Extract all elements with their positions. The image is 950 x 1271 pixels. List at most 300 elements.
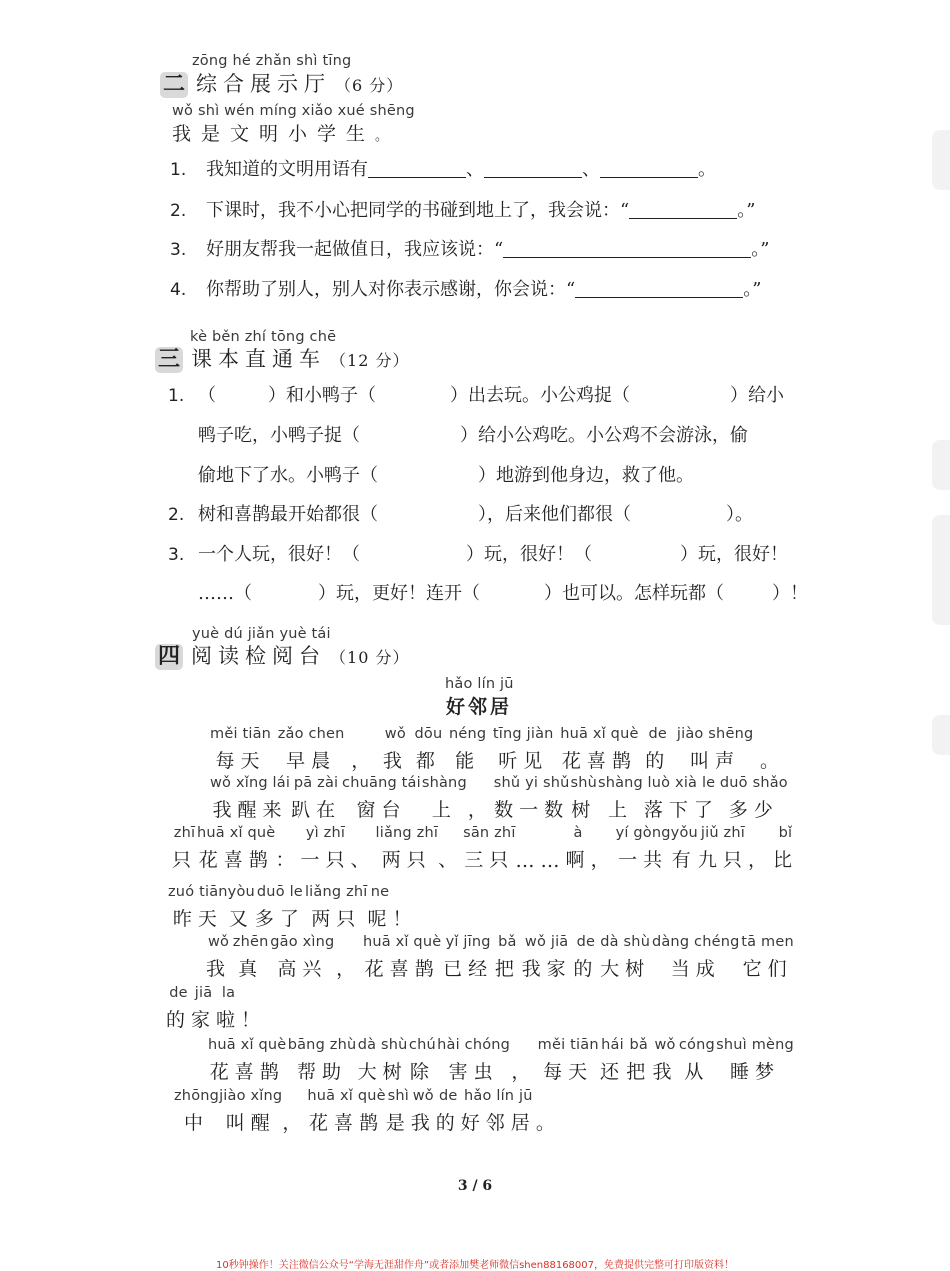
story-token: [645, 726, 670, 773]
story-token-hanzi: 的: [573, 958, 599, 980]
story-token-hanzi: 它们: [742, 958, 793, 980]
story-token-pinyin: jiào xǐng: [219, 1088, 283, 1104]
question-text: ）和小鸭子（: [268, 385, 376, 406]
story-token: [166, 985, 191, 1032]
story-token: [566, 825, 591, 872]
question-number: 3.: [170, 240, 187, 260]
story-token-pinyin: hái: [601, 1037, 624, 1053]
story-token-pinyin: jiào shēng: [676, 726, 754, 742]
story-token: [208, 1037, 286, 1084]
story-token-hanzi: 从: [684, 1061, 710, 1083]
story-token: [616, 825, 671, 872]
story-token-pinyin: [438, 825, 463, 845]
story-token-pinyin: yǐ jīng: [445, 934, 491, 950]
story-token: [437, 1037, 510, 1084]
story-token: [698, 825, 748, 872]
story-token-pinyin: gāo xìng: [270, 934, 335, 950]
story-token-hanzi: 多少: [728, 799, 779, 821]
story-token: [600, 1037, 625, 1084]
story-token-hanzi: 窗台: [356, 799, 407, 821]
story-token-hanzi: 的: [435, 1112, 461, 1134]
story-token-hanzi: ，: [747, 849, 773, 871]
story-token-pinyin: luò xià le: [647, 775, 716, 791]
story-token: [436, 1088, 461, 1135]
story-token: [275, 825, 300, 872]
story-token: [468, 775, 493, 822]
story-token-pinyin: huā xǐ què: [197, 825, 276, 841]
story-token-pinyin: zhōng: [174, 1088, 220, 1104]
section4-number: 四: [155, 644, 183, 670]
story-token-hanzi: 有: [671, 849, 697, 871]
story-token: [393, 884, 418, 931]
story-line: [166, 985, 267, 1032]
story-token: [438, 825, 463, 872]
story-token: [516, 830, 566, 872]
bracket-open: （: [198, 385, 216, 406]
story-token: [449, 726, 486, 773]
story-token-hanzi: ，: [351, 750, 377, 772]
story-token-hanzi: 每天: [215, 750, 266, 772]
story-token: [748, 825, 773, 872]
story-token-hanzi: 把: [494, 958, 520, 980]
story-token: [210, 775, 290, 822]
story-token: [351, 726, 376, 773]
section3-pinyin: kè běn zhí tōng chē: [190, 329, 337, 345]
story-token: [300, 825, 350, 872]
story-token-pinyin: [275, 825, 300, 845]
story-token: [644, 775, 719, 822]
story-token: [414, 726, 442, 773]
story-token-pinyin: pā zài: [293, 775, 339, 791]
story-line: [168, 884, 418, 931]
answer-blank[interactable]: [629, 200, 737, 219]
question-text: ）给小公鸡吃。小公鸡不会游泳，偷: [460, 425, 748, 446]
edge-artifact: [932, 715, 950, 755]
story-token-pinyin: de: [648, 726, 667, 742]
story-token: [278, 726, 345, 773]
edge-artifact: [932, 515, 950, 625]
story-token-hanzi: 家: [191, 1009, 217, 1031]
story-token: [538, 1037, 599, 1084]
answer-blank[interactable]: [503, 239, 751, 258]
story-token-pinyin: chuāng tái: [342, 775, 421, 791]
story-token: [197, 825, 275, 872]
story-token-pinyin: jiǔ zhī: [700, 825, 745, 841]
story-token: [598, 775, 643, 822]
story-token: [409, 1037, 436, 1084]
story-token-hanzi: 啊: [565, 849, 591, 871]
story-token-hanzi: ，: [336, 958, 362, 980]
story-token-pinyin: tīng jiàn: [492, 726, 554, 742]
story-token-hanzi: 我醒来: [212, 799, 288, 821]
story-line: [206, 934, 794, 981]
story-token-pinyin: wǒ xǐng lái: [210, 775, 291, 791]
story-token-hanzi: 中: [184, 1112, 210, 1134]
story-token: [741, 934, 794, 981]
story-token-pinyin: [536, 1088, 561, 1108]
separator: 、: [582, 159, 600, 180]
story-token-hanzi: 花喜鹊: [561, 750, 637, 772]
page-number: 3 / 6: [457, 1178, 493, 1194]
story-token: [671, 825, 698, 872]
story-token: [168, 884, 228, 931]
story-token-hanzi: 三只: [464, 849, 515, 871]
story-token-hanzi: 两只: [311, 908, 362, 930]
story-token-hanzi: 叫声: [690, 750, 741, 772]
story-token-pinyin: wǒ: [384, 726, 406, 742]
story-token-pinyin: wǒ jiā: [524, 934, 569, 950]
story-token: [342, 775, 421, 822]
story-token-pinyin: shǔ yi shǔ: [493, 775, 570, 791]
story-token-hanzi: 我家: [521, 958, 572, 980]
story-token-pinyin: shàng: [421, 775, 467, 791]
story-token: [573, 934, 598, 981]
section2-question-1: [170, 158, 716, 182]
story-token: [570, 775, 597, 822]
story-token-pinyin: la: [221, 985, 236, 1001]
question-text: 好朋友帮我一起做值日，我应该说：“: [206, 239, 504, 260]
story-token: [375, 825, 438, 872]
story-token-hanzi: 一只: [300, 849, 351, 871]
story-token-hanzi: 花喜鹊: [209, 1061, 285, 1083]
section2-sub-pinyin: wǒ shì wén míng xiǎo xué shēng: [172, 103, 415, 119]
story-token: [720, 775, 788, 822]
story-token: [626, 1037, 651, 1084]
story-token-pinyin: [393, 884, 418, 904]
question-text: 一个人玩，很好！（: [198, 544, 360, 565]
story-token-pinyin: shuì mèng: [716, 1037, 794, 1053]
section4-heading: [155, 640, 409, 670]
story-token-pinyin: bǎ: [629, 1037, 649, 1053]
question-end: 。: [698, 159, 716, 180]
story-token-pinyin: wǒ: [412, 1088, 434, 1104]
section3-number: 三: [155, 347, 183, 373]
story-token-pinyin: zhī: [173, 825, 196, 841]
story-line: [174, 1088, 561, 1135]
story-token-pinyin: bǎ: [498, 934, 517, 950]
section3-title: 课本直通车: [191, 347, 327, 371]
story-token-pinyin: [511, 1037, 536, 1057]
question-text: ）玩，很好！（: [466, 544, 592, 565]
section2-question-3: [170, 238, 769, 262]
story-token-hanzi: 趴在: [291, 799, 342, 821]
story-token: [679, 1037, 715, 1084]
story-token-hanzi: 大树: [357, 1061, 408, 1083]
story-token-pinyin: huā xǐ què: [307, 1088, 386, 1104]
story-token: [270, 934, 334, 981]
story-token-hanzi: 。: [535, 1112, 561, 1134]
story-token: [536, 1088, 561, 1135]
story-token-hanzi: 两只: [381, 849, 432, 871]
story-token-pinyin: dà shù: [357, 1037, 408, 1053]
story-title-pinyin: hǎo lín jū: [445, 676, 514, 692]
story-token-hanzi: 又: [228, 908, 254, 930]
story-token-hanzi: 落下了: [643, 799, 719, 821]
story-token-hanzi: 真: [238, 958, 264, 980]
question-text: ），后来他们都很（: [478, 504, 631, 525]
story-token: [291, 775, 341, 822]
story-token-hanzi: 数一数: [494, 799, 570, 821]
question-end: 。”: [737, 200, 756, 221]
story-token-hanzi: 花喜鹊: [198, 849, 274, 871]
story-token-pinyin: zuó tiān: [168, 884, 228, 900]
story-token-hanzi: 比: [772, 849, 798, 871]
story-token: [172, 825, 197, 872]
story-line: [208, 1037, 794, 1084]
story-token-hanzi: 我: [382, 750, 408, 772]
story-token: [219, 1088, 282, 1135]
story-token-pinyin: dàng chéng: [651, 934, 740, 950]
question-number: 1.: [170, 160, 187, 180]
question-text: ）也可以。怎样玩都（: [544, 583, 724, 604]
story-token-hanzi: 听见: [498, 750, 549, 772]
story-token-hanzi: 还: [599, 1061, 625, 1083]
question-text: 我知道的文明用语有: [206, 159, 368, 180]
story-token-pinyin: sān zhī: [463, 825, 516, 841]
story-token-hanzi: 都: [415, 750, 441, 772]
story-token-pinyin: huā xǐ què: [208, 1037, 287, 1053]
story-token: [363, 934, 441, 981]
story-token: [191, 985, 216, 1032]
story-token-hanzi: 除: [409, 1061, 435, 1083]
section2-number: 二: [160, 72, 188, 98]
story-token-pinyin: de: [169, 985, 188, 1001]
story-token-hanzi: ，: [511, 1061, 537, 1083]
section3-heading: [155, 343, 409, 373]
story-token-pinyin: měi tiān: [537, 1037, 599, 1053]
story-token: [600, 934, 650, 981]
story-token: [773, 825, 798, 872]
story-token-pinyin: à: [573, 825, 583, 841]
story-token-hanzi: 早晨: [286, 750, 337, 772]
story-token-pinyin: jiā: [194, 985, 213, 1001]
story-token-pinyin: yí gòng: [615, 825, 671, 841]
section2-subtitle-text: 我是文明小学生: [172, 123, 376, 145]
question-number: 2.: [168, 505, 185, 525]
story-token: [305, 884, 368, 931]
story-token-pinyin: [760, 726, 785, 746]
story-token-hanzi: 树: [571, 799, 597, 821]
question-end: 。”: [751, 239, 770, 260]
question-text: ）玩，很好！: [680, 544, 788, 565]
question-text: ）出去玩。小公鸡捉（: [450, 385, 630, 406]
question-number: 4.: [170, 280, 187, 300]
question-text: 偷地下了水。小鸭子（: [198, 465, 378, 486]
edge-artifact: [932, 130, 950, 190]
story-token-pinyin: [241, 985, 266, 1005]
story-token: [216, 985, 241, 1032]
question-text: ……（: [198, 583, 252, 604]
story-token-pinyin: [282, 1088, 307, 1108]
section2-title: 综合展示厅: [196, 72, 332, 96]
story-token-pinyin: hǎo lín jū: [463, 1088, 533, 1104]
story-token: [443, 934, 493, 981]
story-token-hanzi: 帮助: [297, 1061, 348, 1083]
story-token-hanzi: 叫醒: [225, 1112, 276, 1134]
story-token-hanzi: 花喜鹊: [364, 958, 440, 980]
answer-blank[interactable]: [484, 159, 582, 178]
story-token-pinyin: huā xǐ què: [560, 726, 639, 742]
section4-title: 阅读检阅台: [191, 644, 327, 668]
story-token-pinyin: [468, 775, 493, 795]
story-title: 好邻居: [446, 696, 513, 718]
story-token-pinyin: bǐ: [778, 825, 793, 841]
story-token: [206, 934, 231, 981]
story-token-hanzi: ，: [590, 849, 616, 871]
story-token-hanzi: 的: [645, 750, 671, 772]
story-token-pinyin: ne: [370, 884, 390, 900]
section2-score: （6 分）: [335, 76, 404, 95]
story-token-hanzi: 好邻居: [460, 1112, 536, 1134]
story-token-hanzi: ，: [467, 799, 493, 821]
story-token-hanzi: 每天: [543, 1061, 594, 1083]
story-token-pinyin: měi tiān: [210, 726, 272, 742]
question-text: ）。: [726, 504, 753, 525]
story-token: [760, 726, 785, 773]
story-token: [282, 1088, 307, 1135]
story-token-pinyin: néng: [448, 726, 487, 742]
story-token: [210, 726, 271, 773]
section2-question-4: [170, 278, 761, 302]
question-text: ）玩，更好！连开（: [318, 583, 480, 604]
story-token: [461, 1088, 536, 1135]
question-end: 。”: [743, 279, 762, 300]
story-token-pinyin: cóng: [678, 1037, 715, 1053]
section2-subtitle: [172, 119, 398, 146]
story-token-pinyin: zǎo chen: [277, 726, 345, 742]
story-token-pinyin: yòu: [227, 884, 255, 900]
story-token: [358, 1037, 408, 1084]
story-token-pinyin: duō le: [256, 884, 303, 900]
story-token: [591, 825, 616, 872]
story-token-hanzi: 把: [626, 1061, 652, 1083]
story-token-pinyin: zhēn: [232, 934, 269, 950]
story-token-pinyin: shàng: [597, 775, 643, 791]
story-token-pinyin: [351, 726, 376, 746]
story-token: [494, 775, 570, 822]
story-token: [241, 985, 266, 1032]
story-token-hanzi: 我: [410, 1112, 436, 1134]
section2-subtitle-end: 。: [375, 129, 399, 144]
question-text: ）地游到他身边，救了他。: [478, 465, 694, 486]
story-line: [210, 775, 788, 822]
separator: 、: [466, 159, 484, 180]
story-token-hanzi: 我: [206, 958, 232, 980]
story-token-pinyin: bāng zhù: [287, 1037, 357, 1053]
story-token-pinyin: [350, 825, 375, 845]
story-token-pinyin: duō shǎo: [719, 775, 788, 791]
story-token-pinyin: de: [439, 1088, 458, 1104]
story-token: [422, 775, 467, 822]
story-token-pinyin: yǒu: [670, 825, 698, 841]
section2-question-2: [170, 199, 755, 223]
story-token: [560, 726, 638, 773]
story-token-pinyin: liǎng zhī: [304, 884, 368, 900]
story-token-pinyin: tā men: [741, 934, 794, 950]
story-line: [172, 825, 798, 872]
story-token-hanzi: 只: [172, 849, 198, 871]
story-token: [174, 1088, 219, 1135]
story-token-hanzi: 能: [455, 750, 481, 772]
story-token-hanzi: 花喜鹊: [309, 1112, 385, 1134]
story-token-pinyin: shù: [570, 775, 597, 791]
question-text: 你帮助了别人，别人对你表示感谢，你会说：“: [206, 279, 576, 300]
question-text: ）！: [772, 583, 808, 604]
story-token-pinyin: shì: [387, 1088, 409, 1104]
story-token-hanzi: 呢: [367, 908, 393, 930]
story-token-pinyin: huā xǐ què: [362, 934, 442, 950]
story-token-hanzi: 大树: [600, 958, 651, 980]
story-token-hanzi: 一共: [618, 849, 669, 871]
story-token: [653, 1037, 678, 1084]
story-token-hanzi: 、: [350, 849, 376, 871]
story-token: [411, 1088, 436, 1135]
story-token-hanzi: ！: [241, 1009, 267, 1031]
story-token-hanzi: 是: [385, 1112, 411, 1134]
question-number: 2.: [170, 201, 187, 221]
question-number: 3.: [168, 545, 185, 565]
story-token: [677, 726, 753, 773]
footer-notice: 10秒钟操作！关注微信公众号“学海无涯甜作舟”或者添加樊老师微信shen88168007，免费提供完整可打印版资料！: [215, 1260, 735, 1271]
story-token-hanzi: 多了: [254, 908, 305, 930]
story-token-pinyin: dà shù: [600, 934, 651, 950]
story-token-hanzi: ……: [515, 850, 566, 872]
story-token: [511, 1037, 536, 1084]
story-token-hanzi: ：: [275, 849, 301, 871]
section2-pinyin: zōng hé zhǎn shì tīng: [192, 53, 352, 69]
story-token-hanzi: 九只: [697, 849, 748, 871]
story-token-pinyin: [516, 830, 566, 850]
story-token: [233, 934, 269, 981]
story-token-pinyin: yì zhī: [305, 825, 346, 841]
story-token: [255, 884, 305, 931]
story-token-hanzi: 上: [431, 799, 457, 821]
question-text: 鸭子吃，小鸭子捉（: [198, 425, 360, 446]
story-token: [336, 934, 361, 981]
story-token: [386, 1088, 411, 1135]
story-token-pinyin: dōu: [414, 726, 443, 742]
story-token-pinyin: de: [576, 934, 596, 950]
story-token-hanzi: 当成: [670, 958, 721, 980]
story-token: [383, 726, 408, 773]
story-token-pinyin: wǒ: [207, 934, 230, 950]
story-token-hanzi: ！: [392, 908, 418, 930]
edge-artifact: [932, 440, 950, 490]
story-token-hanzi: 啦: [216, 1009, 242, 1031]
answer-blank[interactable]: [600, 159, 698, 178]
question-text: 树和喜鹊最开始都很（: [198, 504, 378, 525]
story-token-pinyin: [591, 825, 616, 845]
story-token: [652, 934, 740, 981]
answer-blank[interactable]: [368, 159, 466, 178]
question-text: 下课时，我不小心把同学的书碰到地上了，我会说：“: [206, 200, 630, 221]
story-token-pinyin: hài chóng: [437, 1037, 511, 1053]
story-token-pinyin: liǎng zhī: [375, 825, 439, 841]
story-token-hanzi: 。: [759, 750, 785, 772]
story-token-hanzi: 已经: [443, 958, 494, 980]
section4-pinyin: yuè dú jiǎn yuè tái: [192, 626, 331, 642]
story-token: [463, 825, 515, 872]
section4-score: （10 分）: [330, 648, 410, 667]
story-token: [522, 934, 572, 981]
story-token: [307, 1088, 385, 1135]
story-token-hanzi: 昨天: [172, 908, 223, 930]
story-token-hanzi: 睡梦: [730, 1061, 781, 1083]
story-token: [288, 1037, 357, 1084]
story-token-hanzi: 害虫: [448, 1061, 499, 1083]
answer-blank[interactable]: [575, 279, 743, 298]
story-token-hanzi: 上: [607, 799, 633, 821]
